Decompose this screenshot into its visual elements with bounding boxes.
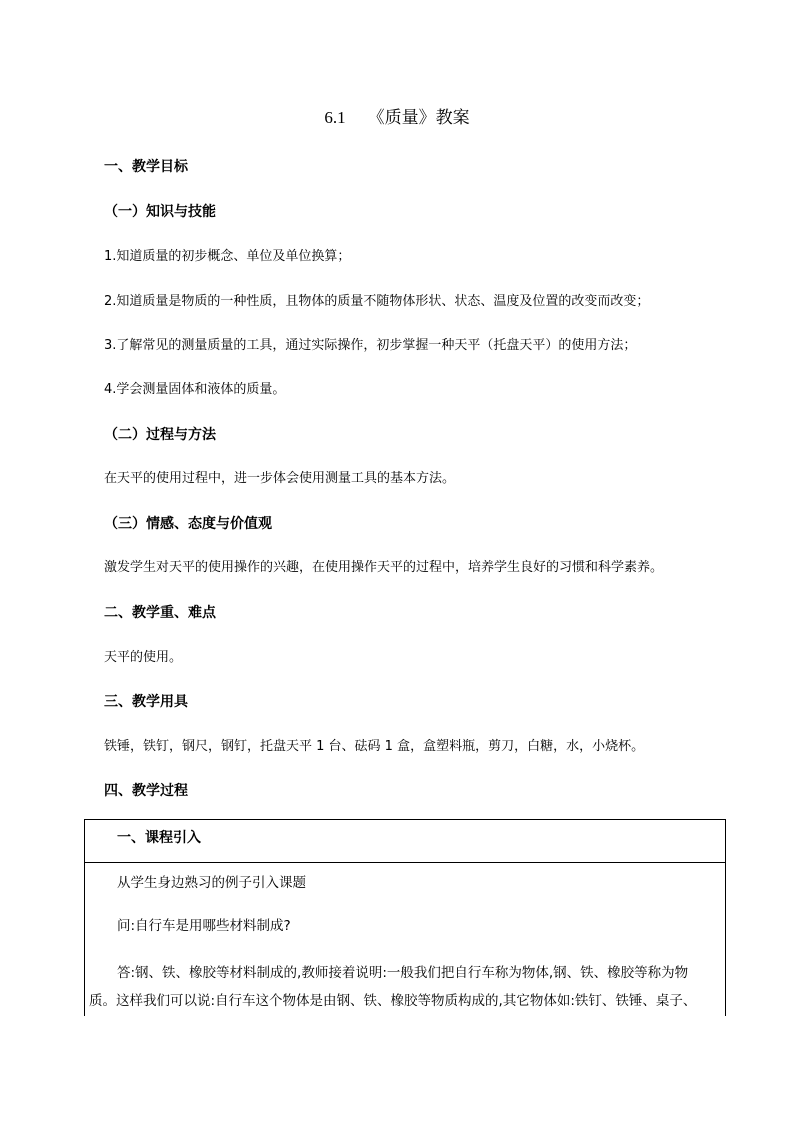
section-heading-tools: 三、教学用具 [104,694,188,710]
subheading-process-method: （二）过程与方法 [104,427,216,443]
goal-item-1: 1.知道质量的初步概念、单位及单位换算； [104,249,351,264]
process-table [84,819,726,1016]
section-heading-process: 四、教学过程 [104,783,188,799]
table-header-cell: 一、课程引入 [117,830,201,846]
table-line-4: 质。这样我们可以说:自行车这个物体是由钢、铁、橡胶等物质构成的,其它物体如:铁钉、铁锤、桌子、 [89,993,697,1009]
goal-item-4: 4.学会测量固体和液体的质量。 [104,382,286,397]
key-points-text: 天平的使用。 [104,650,183,665]
goal-item-2: 2.知道质量是物质的一种性质，且物体的质量不随物体形状、状态、温度及位置的改变而改变； [104,294,650,309]
table-line-1: 从学生身边熟习的例子引入课题 [117,875,306,891]
title-text: 《质量》教案 [367,108,470,128]
table-line-2: 问:自行车是用哪些材料制成? [117,918,291,934]
title-number: 6.1 [324,108,346,127]
section-heading-goals: 一、教学目标 [104,159,188,175]
page-title [0,106,794,130]
table-line-3: 答:钢、铁、橡胶等材料制成的,教师接着说明:一般我们把自行车称为物体,钢、铁、橡胶等称为物 [117,965,689,981]
subheading-emotion-values: （三）情感、态度与价值观 [104,516,272,532]
subheading-knowledge-skills: （一）知识与技能 [104,204,216,220]
tools-text: 铁锤，铁钉，钢尺，钢钉，托盘天平 1 台、砝码 1 盒，盒塑料瓶，剪刀，白糖，水，小烧杯。 [104,739,645,754]
process-method-text: 在天平的使用过程中，进一步体会使用测量工具的基本方法。 [104,471,456,486]
emotion-values-text: 激发学生对天平的使用操作的兴趣，在使用操作天平的过程中，培养学生良好的习惯和科学素养。 [104,560,664,575]
section-heading-key-points: 二、教学重、难点 [104,605,216,621]
table-header-row [85,820,725,863]
goal-item-3: 3.了解常见的测量质量的工具，通过实际操作，初步掌握一种天平（托盘天平）的使用方法； [104,338,637,353]
